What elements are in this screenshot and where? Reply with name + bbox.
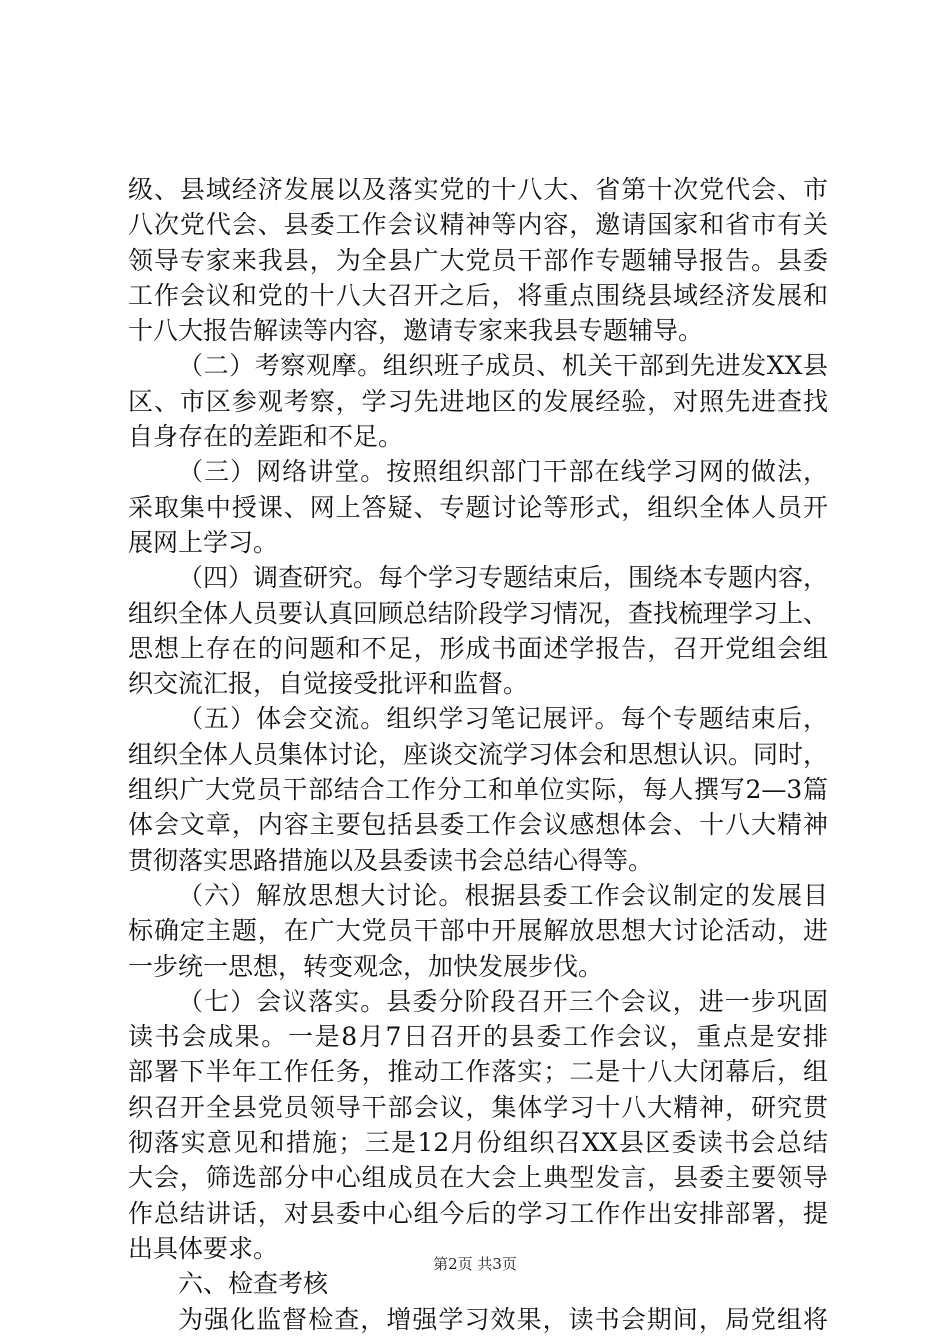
text-line: 组织全体人员要认真回顾总结阶段学习情况，查找梳理学习上、 (128, 598, 829, 628)
text-line: 作总结讲话，对县委中心组今后的学习工作作出安排部署，提 (128, 1198, 828, 1228)
text-line: 十八大报告解读等内容，邀请专家来我县专题辅导。 (128, 316, 704, 346)
text-line: 体会文章，内容主要包括县委工作会议感想体会、十八大精神 (128, 810, 828, 840)
text-line: 八次党代会、县委工作会议精神等内容，邀请国家和省市有关 (128, 210, 828, 240)
text-line: 工作会议和党的十八大召开之后，将重点围绕县域经济发展和 (128, 280, 828, 310)
text-line: 为强化监督检查，增强学习效果，读书会期间，局党组将 (178, 1304, 828, 1334)
text-line: 彻落实意见和措施；三是12月份组织召XX县区委读书会总结 (128, 1128, 828, 1158)
text-line: 展网上学习。 (128, 527, 279, 557)
text-line: 领导专家来我县，为全县广大党员干部作专题辅导报告。县委 (128, 245, 828, 275)
text-line: 一步统一思想，转变观念，加快发展步伐。 (128, 951, 604, 981)
text-line: 采取集中授课、网上答疑、专题讨论等形式，组织全体人员开 (128, 492, 828, 522)
text-line: （二）考察观摩。组织班子成员、机关干部到先进发XX县 (178, 351, 828, 381)
text-line: （七）会议落实。县委分阶段召开三个会议，进一步巩固 (178, 986, 828, 1016)
text-line: 出具体要求。 (128, 1233, 279, 1263)
text-line: （五）体会交流。组织学习笔记展评。每个专题结束后， (178, 704, 828, 734)
text-line: 标确定主题，在广大党员干部中开展解放思想大讨论活动，进 (128, 916, 828, 946)
text-line: 大会，筛选部分中心组成员在大会上典型发言，县委主要领导 (128, 1163, 828, 1193)
text-line: 思想上存在的问题和不足，形成书面述学报告，召开党组会组 (128, 633, 828, 663)
text-line: 部署下半年工作任务，推动工作落实；二是十八大闭幕后，组 (128, 1057, 828, 1087)
text-line: （六）解放思想大讨论。根据县委工作会议制定的发展目 (178, 880, 828, 910)
text-line: 组织全体人员集体讨论，座谈交流学习体会和思想认识。同时， (128, 739, 829, 769)
text-line: 区、市区参观考察，学习先进地区的发展经验，对照先进查找 (128, 386, 828, 416)
text-line: 组织广大党员干部结合工作分工和单位实际，每人撰写2—3篇 (128, 775, 828, 805)
text-line: 织召开全县党员领导干部会议，集体学习十八大精神，研究贯 (128, 1092, 828, 1122)
text-line: （三）网络讲堂。按照组织部门干部在线学习网的做法， (178, 457, 828, 487)
text-line: 读书会成果。一是8月7日召开的县委工作会议，重点是安排 (128, 1022, 828, 1052)
text-line: 自身存在的差距和不足。 (128, 422, 404, 452)
text-line: 六、检查考核 (178, 1269, 329, 1299)
text-line: 级、县域经济发展以及落实党的十八大、省第十次党代会、市 (128, 175, 828, 204)
text-line: 贯彻落实思路措施以及县委读书会总结心得等。 (128, 845, 654, 875)
document-body (128, 172, 828, 1337)
page-footer: 第2页 共3页 (433, 1255, 517, 1273)
text-line: 织交流汇报，自觉接受批评和监督。 (128, 669, 529, 699)
text-line: （四）调查研究。每个学习专题结束后，围绕本专题内容， (178, 563, 829, 593)
